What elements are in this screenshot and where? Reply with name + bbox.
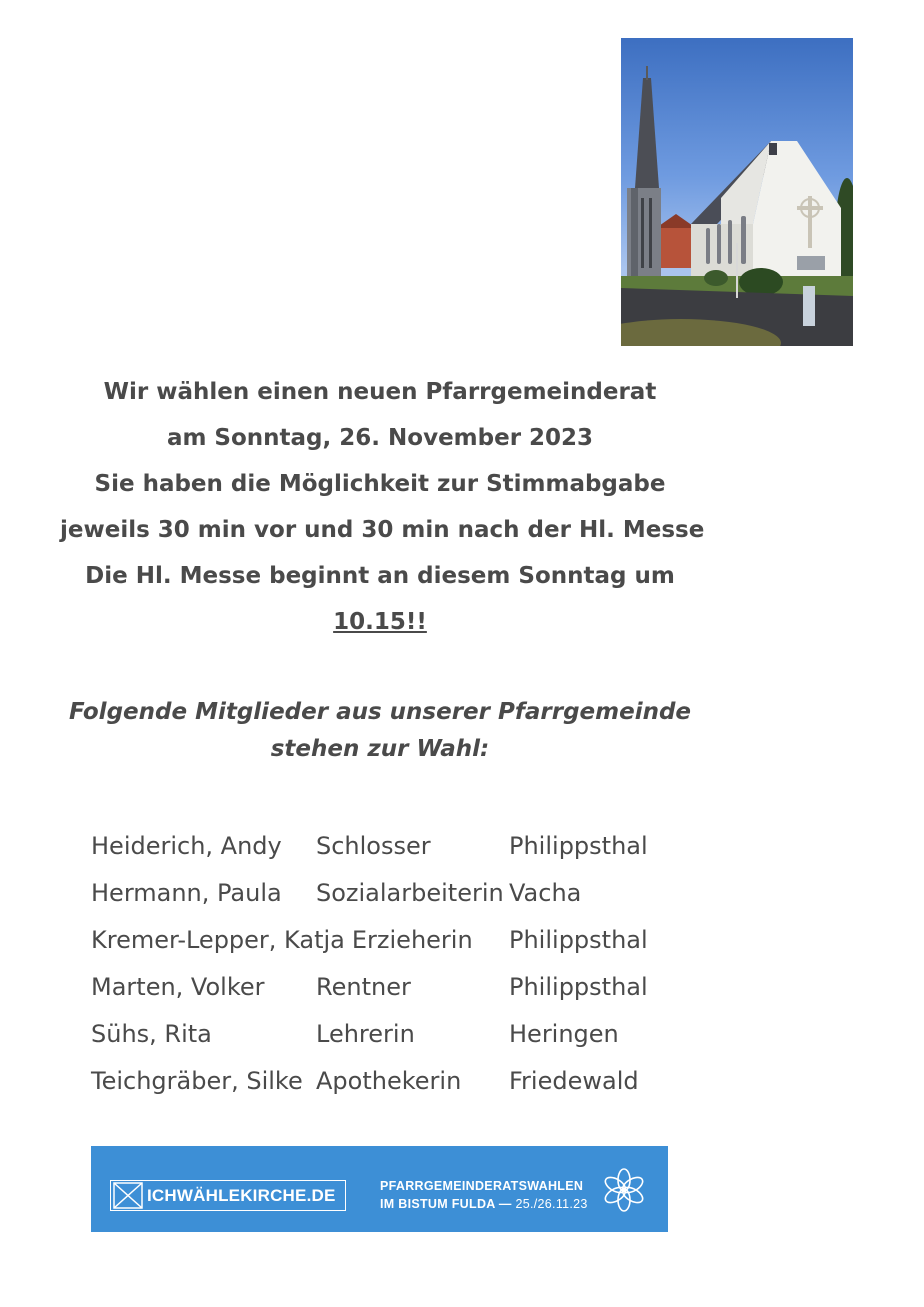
candidate-list: [91, 823, 711, 1105]
election-announcement: [60, 369, 705, 645]
candidate-town: Philippsthal: [509, 832, 648, 860]
candidate-occupation: Schlosser: [316, 832, 431, 860]
candidate-town: Heringen: [509, 1020, 619, 1048]
candidate-town: Friedewald: [509, 1067, 639, 1095]
ballot-cross-icon: [113, 1182, 143, 1209]
announcement-headline: Wir wählen einen neuen Pfarrgemeinderat: [103, 379, 657, 405]
candidate-name: Heiderich, Andy: [91, 832, 282, 860]
election-caption: [380, 1177, 588, 1213]
candidate-occupation: Rentner: [316, 973, 411, 1001]
candidate-occupation: Lehrerin: [316, 1020, 415, 1048]
candidates-heading-line2: stehen zur Wahl:: [270, 736, 490, 762]
candidate-row: [91, 823, 711, 870]
election-dates: 25./26.11.23: [515, 1197, 588, 1211]
candidate-occupation: Erzieherin: [351, 926, 473, 954]
mass-time: 10.15!!: [333, 609, 427, 635]
website-url: ICHWÄHLEKIRCHE.DE: [147, 1186, 336, 1205]
announcement-voting-info: Sie haben die Möglichkeit zur Stimmabgabe: [94, 471, 666, 497]
candidate-town: Philippsthal: [509, 973, 648, 1001]
candidate-name: Teichgräber, Silke: [91, 1067, 303, 1095]
candidate-row: [91, 1058, 711, 1105]
candidate-name: Marten, Volker: [91, 973, 265, 1001]
announcement-date: am Sonntag, 26. November 2023: [166, 425, 594, 451]
announcement-voting-times: jeweils 30 min vor und 30 min nach der Hl. Messe: [60, 517, 705, 543]
candidate-town: Vacha: [509, 879, 582, 907]
candidate-row: [91, 870, 711, 917]
website-box: [110, 1180, 346, 1211]
flower-logo-icon: [600, 1166, 648, 1214]
candidate-town: Philippsthal: [509, 926, 648, 954]
candidate-row: [91, 1011, 711, 1058]
announcement-mass-start: Die Hl. Messe beginnt an diesem Sonntag um: [85, 563, 675, 589]
candidates-heading: [60, 694, 700, 768]
election-caption-line2: IM BISTUM FULDA —: [380, 1197, 512, 1211]
election-banner: [91, 1146, 668, 1232]
candidate-occupation: Sozialarbeiterin: [316, 879, 504, 907]
election-caption-line1: PFARRGEMEINDERATSWAHLEN: [380, 1179, 584, 1193]
candidate-name: Kremer-Lepper, Katja Erzieherin: [91, 926, 473, 954]
candidate-name: Sühs, Rita: [91, 1020, 212, 1048]
church-photo: [621, 38, 853, 346]
candidate-row: [91, 917, 711, 964]
candidate-name: Hermann, Paula: [91, 879, 282, 907]
candidate-row: [91, 964, 711, 1011]
candidates-heading-line1: Folgende Mitglieder aus unserer Pfarrgemeinde: [68, 699, 692, 725]
candidate-occupation: Apothekerin: [316, 1067, 462, 1095]
